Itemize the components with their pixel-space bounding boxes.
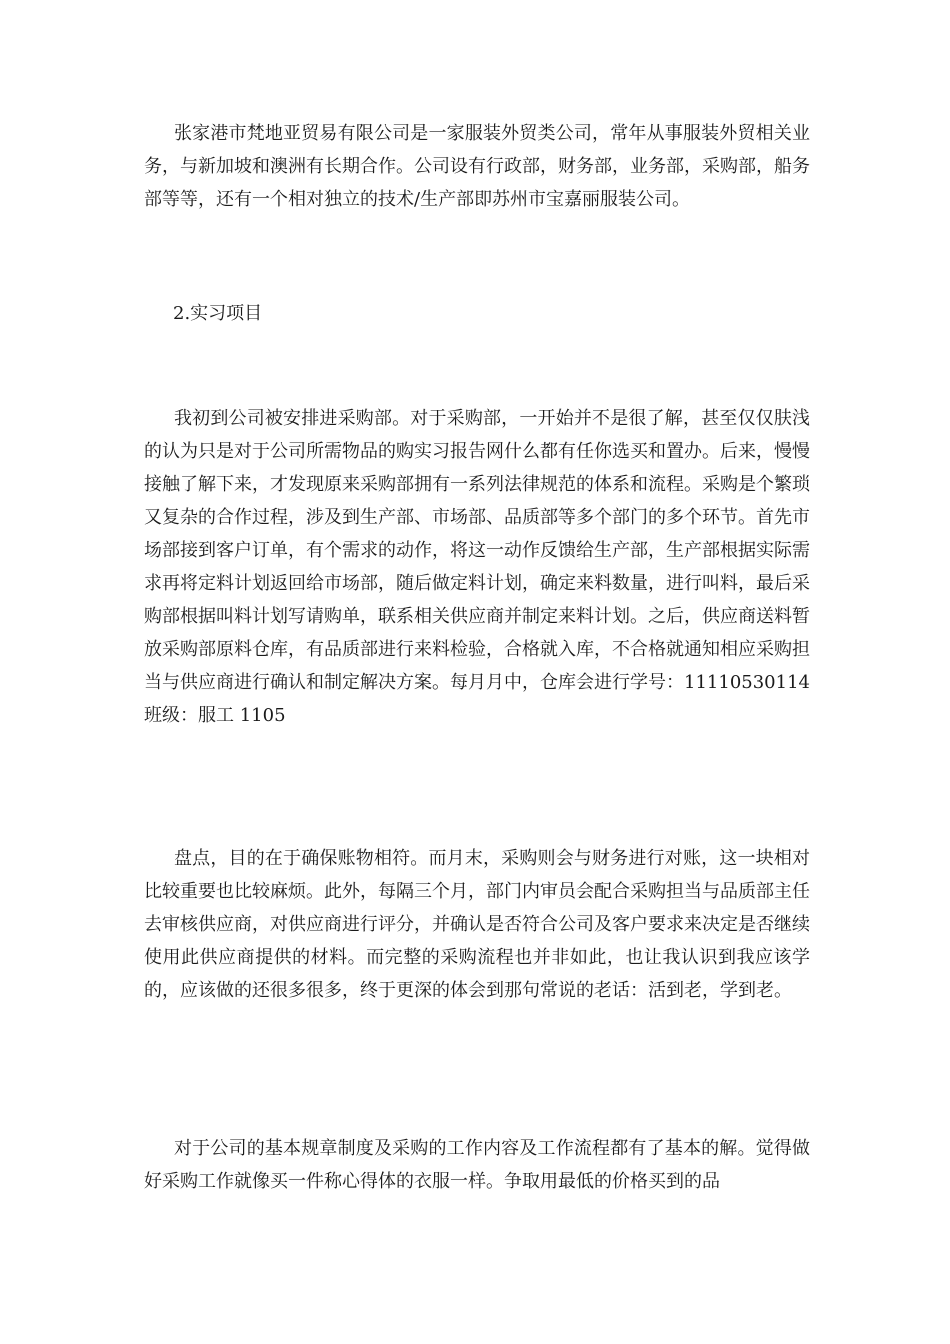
paragraph-company-intro: 张家港市梵地亚贸易有限公司是一家服装外贸类公司，常年从事服装外贸相关业务，与新加坡和澳洲有长期合作。公司设有行政部，财务部，业务部，采购部，船务部等等，还有一个相对独立的技术/生产部即苏州市宝嘉丽服装公司。 <box>144 123 810 210</box>
paragraph-purchasing-process: 我初到公司被安排进采购部。对于采购部，一开始并不是很了解，甚至仅仅肤浅的认为只是对于公司所需物品的购实习报告网什么都有任你选买和置办。后来，慢慢接触了解下来，才发现原来采购部拥有一系列法律规范的体系和流程。采购是个繁琐又复杂的合作过程，涉及到生产部、市场部、品质部等多个部门的多个环节。首先市场部接到客户订单，有个需求的动作，将这一动作反馈给生产部，生产部根据实际需求再将定料计划返回给市场部，随后做定料计划，确定来料数量，进行叫料，最后采购部根据叫料计划写请购单，联系相关供应商并制定来料计划。之后，供应商送料暂放采购部原料仓库，有品质部进行来料检验，合格就入库，不合格就通知相应采购担当与供应商进行确认和制定解决方案。每月月中，仓库会进行学号：11110530114 班级：服工 1105 <box>144 408 810 726</box>
paragraph-summary: 对于公司的基本规章制度及采购的工作内容及工作流程都有了基本的解。觉得做好采购工作就像买一件称心得体的衣服一样。争取用最低的价格买到的品 <box>144 1138 810 1192</box>
paragraph-inventory-audit: 盘点，目的在于确保账物相符。而月末，采购则会与财务进行对账，这一块相对比较重要也比较麻烦。此外，每隔三个月，部门内审员会配合采购担当与品质部主任去审核供应商，对供应商进行评分，并确认是否符合公司及客户要求来决定是否继续使用此供应商提供的材料。而完整的采购流程也并非如此，也让我认识到我应该学的，应该做的还很多很多，终于更深的体会到那句常说的老话：活到老，学到老。 <box>144 848 810 1001</box>
section-heading-internship-project: 2.实习项目 <box>173 303 263 324</box>
